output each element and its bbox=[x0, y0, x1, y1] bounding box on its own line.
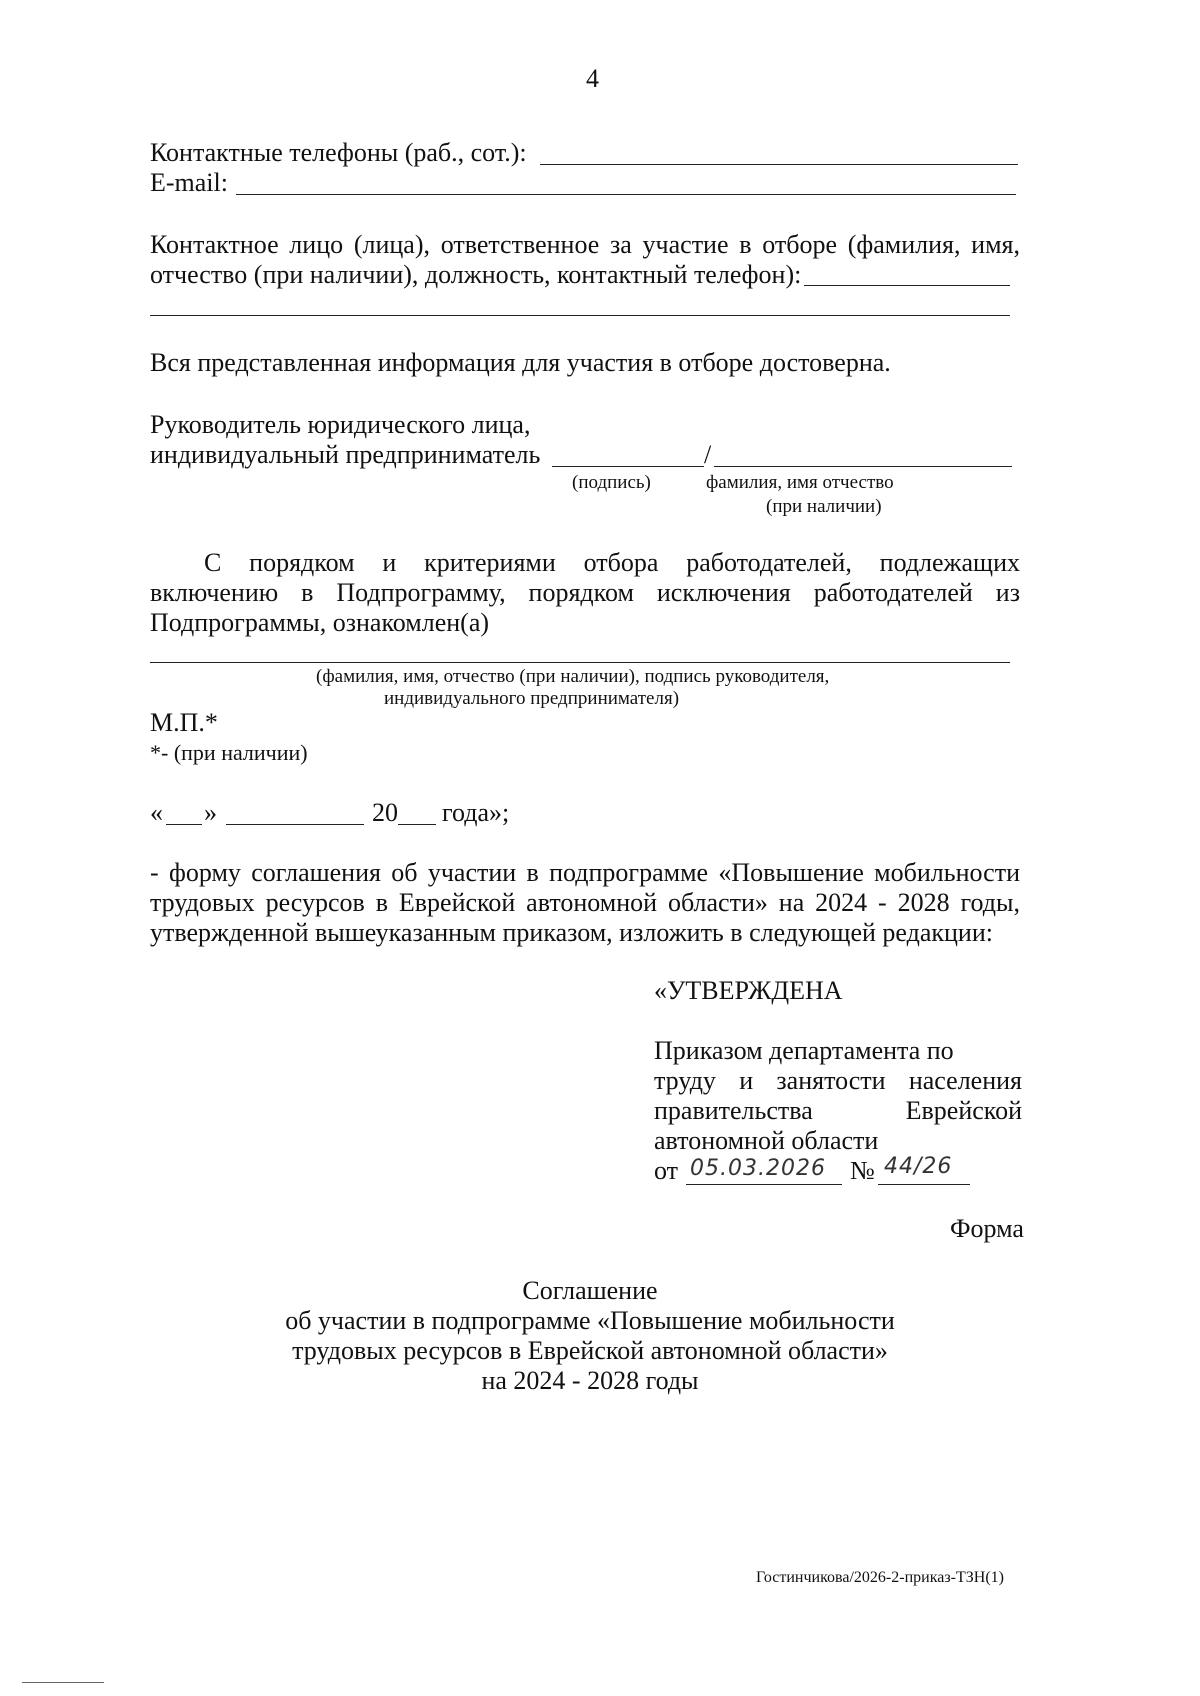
footer-reference: Гостинчикова/2026-2-приказ-ТЗН(1) bbox=[756, 1569, 1004, 1586]
signature-slash: / bbox=[704, 440, 712, 469]
name-line bbox=[714, 466, 1012, 467]
date-year-prefix: 20 bbox=[372, 798, 398, 827]
approval-date-value: 05.03.2026 bbox=[690, 1156, 826, 1181]
head-line-2: индивидуальный предприниматель bbox=[150, 440, 541, 469]
familiarized-line-2: включению в Подпрограмму, порядком исключения работодателей из bbox=[150, 578, 1020, 607]
approval-number-value: 44/26 bbox=[884, 1154, 953, 1179]
agreement-title-line-1: Соглашение bbox=[522, 1276, 658, 1305]
phones-label: Контактные телефоны (раб., сот.): bbox=[150, 138, 527, 167]
email-fill-line bbox=[236, 194, 1016, 195]
date-suffix: года»; bbox=[442, 798, 510, 827]
signature-caption: (подпись) bbox=[572, 472, 651, 493]
contact-person-fill-line-1 bbox=[804, 285, 1010, 286]
approval-line-1: Приказом департамента по bbox=[654, 1036, 954, 1065]
familiarized-caption-1: (фамилия, имя, отчество (при наличии), подпись руководителя, bbox=[316, 666, 830, 687]
amendment-line-2: трудовых ресурсов в Еврейской автономной области» на 2024 - 2028 годы, bbox=[150, 888, 1020, 917]
approval-line-4: автономной области bbox=[654, 1126, 879, 1155]
form-label: Форма bbox=[950, 1214, 1024, 1243]
reliable-statement: Вся представленная информация для участия в отборе достоверна. bbox=[150, 348, 891, 377]
approval-approved: «УТВЕРЖДЕНА bbox=[654, 976, 843, 1005]
phones-fill-line bbox=[540, 164, 1018, 165]
email-label: E-mail: bbox=[150, 168, 228, 197]
familiarized-fill-line bbox=[150, 662, 1010, 663]
date-year-line bbox=[398, 824, 436, 825]
contact-person-line-2: отчество (при наличии), должность, контактный телефон): bbox=[150, 260, 802, 289]
agreement-title-line-4: на 2024 - 2028 годы bbox=[481, 1366, 699, 1395]
signature-line bbox=[552, 466, 704, 467]
date-close-quote: » bbox=[204, 798, 217, 827]
bottom-edge-mark bbox=[22, 1682, 104, 1683]
name-caption-1: фамилия, имя отчество bbox=[706, 472, 894, 493]
approval-from-label: от bbox=[654, 1156, 679, 1185]
stamp-mp: М.П.* bbox=[150, 708, 218, 737]
page-number: 4 bbox=[586, 64, 599, 93]
agreement-title-line-2: об участии в подпрограмме «Повышение мобильности bbox=[285, 1306, 895, 1335]
familiarized-caption-2: индивидуального предпринимателя) bbox=[384, 688, 680, 709]
familiarized-line-3: Подпрограммы, ознакомлен(а) bbox=[150, 608, 490, 637]
head-line-1: Руководитель юридического лица, bbox=[150, 410, 531, 439]
amendment-line-1: - форму соглашения об участии в подпрограмме «Повышение мобильности bbox=[150, 858, 1020, 887]
amendment-line-3: утвержденной вышеуказанным приказом, изложить в следующей редакции: bbox=[150, 918, 993, 947]
name-caption-2: (при наличии) bbox=[766, 496, 882, 517]
approval-number-line bbox=[878, 1184, 970, 1185]
stamp-note: *- (при наличии) bbox=[150, 740, 308, 765]
contact-person-line-1: Контактное лицо (лица), ответственное за участие в отборе (фамилия, имя, bbox=[150, 230, 1020, 259]
date-month-line bbox=[226, 824, 364, 825]
familiarized-line-1: С порядком и критериями отбора работодателей, подлежащих bbox=[204, 548, 1020, 577]
approval-date-line bbox=[686, 1184, 842, 1185]
date-day-line bbox=[166, 824, 202, 825]
approval-line-2: труду и занятости населения bbox=[654, 1066, 1022, 1095]
agreement-title-line-3: трудовых ресурсов в Еврейской автономной области» bbox=[292, 1336, 888, 1365]
approval-number-label: № bbox=[850, 1156, 875, 1185]
approval-line-3: правительства Еврейской bbox=[654, 1096, 1022, 1125]
date-open-quote: « bbox=[150, 798, 163, 827]
contact-person-fill-line-2 bbox=[150, 315, 1010, 316]
